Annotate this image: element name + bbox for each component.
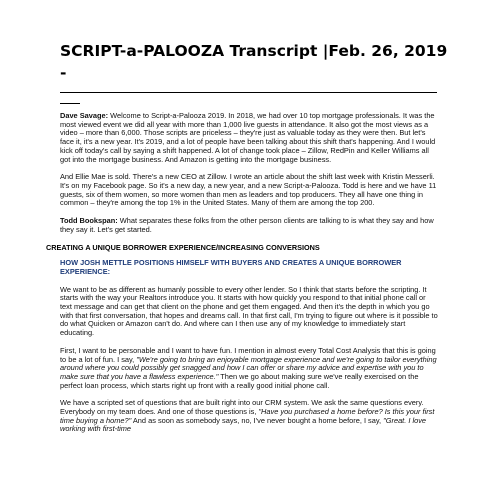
paragraph-different: We want to be as different as humanly possible to every other lender. So I think that starts before the scripting. It starts with the way your Realtors introduce you. It starts with how quickly you respond to that initial phone call or text message and can get that client on the phone and get them engaged. And then it's the depth in which you go with that first conversation, that hopes and dreams call. In that first call, I'm trying to figure out where is it possible to do what Quicken or Amazon can't do. And where can I then use any of my knowledge to immediately start educating. [60, 284, 438, 338]
speaker-name: Todd Bookspan: [60, 216, 118, 226]
subheading: HOW JOSH METTLE POSITIONS HIMSELF WITH BUYERS AND CREATES A UNIQUE BORROWER EXPERIENCE: [60, 258, 402, 277]
paragraph-text: Then we go about making sure we've really exercised on the perfect loan process, which starts right up front with a really good initial phone call. [60, 371, 419, 390]
paragraph-text: What separates these folks from the other person clients are talking to is what they say and how they say it. Let's get started. [60, 216, 434, 234]
quote-text: "Have you purchased a home before? Is this your first time buying a home?" [60, 407, 435, 425]
paragraph-personable [60, 347, 438, 391]
paragraph-text: First, I want to be personable and I want to have fun. I mention in almost every Total Cost Analysis that this is going to be a lot of fun. I say, [60, 345, 436, 364]
title-underline-short [60, 103, 80, 104]
transcript-body [46, 111, 438, 443]
document-title: SCRIPT-a-PALOOZA Transcript |Feb. 26, 2019 - [60, 42, 448, 82]
quote-text: "Great. I love working with first-time [60, 415, 427, 434]
speaker-name: Dave Savage: [60, 111, 109, 120]
paragraph-text: Welcome to Script-a-Palooza 2019. In 2018, we had over 10 top mortgage professionals. It was the most viewed event we did all year with more than 1,000 live guests in attendance. It also got the most views as a video – more than 6,000. Those scripts are priceless – they're just as valuable today as they were then. But let's face it, it's a new year. It's 2019, and a lot of people have been talking about this shift that's happening. And I would kick off today's call by saying a shift happened. A lot of change took place – Zillow, RedPin and Keller Williams all got into the mortgage business. And Amazon is getting into the mortgage business. [60, 111, 436, 164]
section-heading: CREATING A UNIQUE BORROWER EXPERIENCE/INCREASING CONVERSIONS [46, 243, 320, 253]
paragraph-shift: And Ellie Mae is sold. There's a new CEO at Zillow. I wrote an article about the shift last week with Kristin Messerli. It's on my Facebook page. So it's a new day, a new year, and a new Script-a-Palooza. Todd is here and we have 11 guests, six of them women, so more women than men as leaders and top producers. They all have one thing in common – they're among the top 1% in the United States. Many of them are among the top 200. [60, 172, 437, 208]
paragraph-intro [60, 112, 438, 164]
quote-text: "We're going to bring an enjoyable mortgage experience and we're going to tailor everything around where you could possibly get snagged and how I can offer or share my advice and expertise with you to make sure that you have a flawless experience." [60, 354, 437, 381]
paragraph-text: And as soon as somebody says, no, I've never bought a home before, I say, [131, 415, 384, 425]
paragraph-questions [60, 399, 438, 434]
paragraph-todd [60, 217, 438, 234]
paragraph-text: We have a scripted set of questions that are built right into our CRM system. We ask the same questions every. Everybody on my team does. And one of those questions is, [60, 398, 424, 417]
title-underline [60, 92, 437, 93]
